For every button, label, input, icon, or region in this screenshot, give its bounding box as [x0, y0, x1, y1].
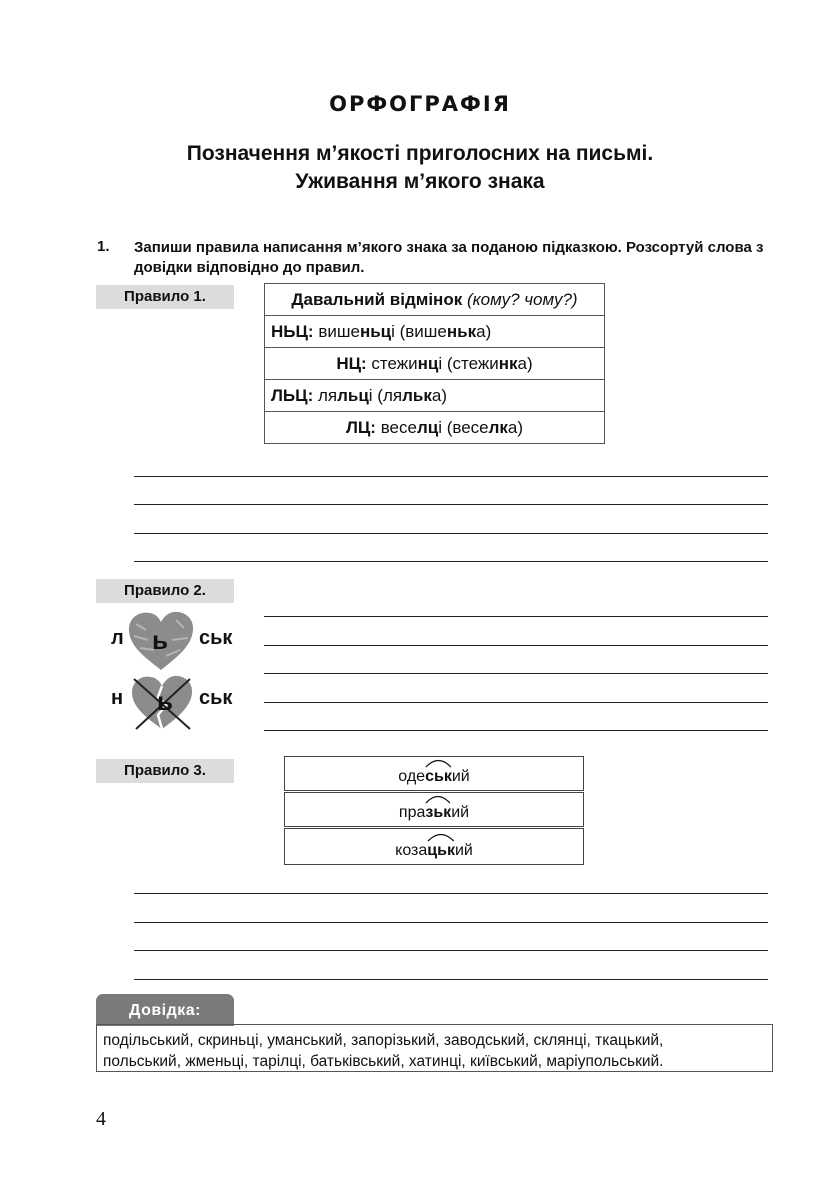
page-title-line1: Позначення м’якості приголосних на письмі.: [186, 142, 654, 165]
writing-line[interactable]: [264, 645, 768, 646]
writing-line[interactable]: [264, 702, 768, 703]
page-number: 4: [96, 1108, 106, 1130]
rule1-row-bold: льк: [402, 385, 432, 405]
rule3-label: Правило 3.: [96, 759, 234, 783]
rule1-header-question: (кому? чому?): [466, 289, 578, 309]
task-instruction: Запиши правила написання м’якого знака за поданою підказкою. Розсортуй слова з довідки відповідно до правил.: [134, 239, 764, 276]
rule3-word-box: [284, 756, 584, 791]
rule1-row-key: НЦ:: [336, 353, 367, 373]
word-suffix-bold: зьк: [425, 804, 452, 821]
arc-mark-icon: [427, 830, 455, 842]
word-part: пра: [398, 804, 426, 821]
writing-line[interactable]: [134, 979, 768, 980]
reference-line2: польський, жменьці, тарілці, батьківський, хатинці, київський, маріупольський.: [103, 1053, 664, 1070]
task-number: 1.: [97, 238, 110, 255]
rule1-row-text: више: [318, 321, 360, 341]
reference-tab: Довідка:: [96, 994, 234, 1026]
writing-line[interactable]: [134, 922, 768, 923]
rule1-row-bold: ньц: [359, 321, 392, 341]
rule1-row-text: стежи: [371, 353, 418, 373]
rule1-row-bold: лц: [416, 417, 439, 437]
rule1-row-bold: ньк: [446, 321, 477, 341]
rule1-row-bold: лк: [488, 417, 508, 437]
word-part: ий: [451, 768, 470, 785]
rule1-row-text: а): [431, 385, 447, 405]
table-row: [265, 316, 605, 348]
writing-line[interactable]: [134, 893, 768, 894]
rule1-row-text: і (стежи: [438, 353, 499, 373]
page-title-line2: Уживання м’якого знака: [295, 170, 545, 193]
rule1-row-text: ля: [317, 385, 338, 405]
soft-sign-letter-crossed: ь: [157, 686, 173, 716]
word-suffix-bold: ськ: [425, 768, 452, 785]
writing-line[interactable]: [264, 730, 768, 731]
writing-line[interactable]: [134, 476, 768, 477]
word-part: коза: [395, 842, 428, 859]
rule2-label: Правило 2.: [96, 579, 234, 603]
rule1-row-text: весе: [380, 417, 417, 437]
writing-line[interactable]: [134, 950, 768, 951]
arc-mark-icon: [425, 792, 451, 804]
word-part: ий: [451, 804, 470, 821]
table-row: [265, 348, 605, 380]
word-part: ий: [454, 842, 473, 859]
writing-line[interactable]: [264, 673, 768, 674]
rule1-row-bold: нц: [417, 353, 439, 373]
rule2-letter-right: ськ: [199, 627, 233, 649]
rule3-word-box: [284, 828, 584, 865]
section-title: ОРФОГРАФІЯ: [329, 92, 511, 116]
rule1-row-text: а): [517, 353, 533, 373]
table-row: [265, 412, 605, 444]
rule1-row-key: ЛЦ:: [345, 417, 376, 437]
rule1-row-key: НЬЦ:: [271, 321, 314, 341]
rule2-letter-right: ськ: [199, 687, 233, 709]
word-part: оде: [398, 768, 426, 785]
soft-sign-letter: ь: [152, 625, 168, 655]
writing-line[interactable]: [134, 504, 768, 505]
rule1-row-text: а): [476, 321, 492, 341]
rule1-row-text: і (више: [391, 321, 447, 341]
rule1-header-text: Давальний відмінок: [291, 289, 463, 309]
rule1-table: [264, 283, 605, 444]
arc-mark-icon: [425, 756, 452, 768]
rule1-label: Правило 1.: [96, 285, 234, 309]
writing-line[interactable]: [134, 561, 768, 562]
rule1-row-text: і (весе: [438, 417, 489, 437]
rule1-row-bold: льц: [337, 385, 369, 405]
rule1-row-bold: нк: [498, 353, 518, 373]
table-row: [265, 380, 605, 412]
rule2-letter-left: н: [111, 687, 124, 709]
rule1-row-text: і (ля: [368, 385, 403, 405]
reference-line1: подільський, скриньці, уманський, запорізький, заводський, склянці, ткацький,: [103, 1032, 664, 1049]
writing-line[interactable]: [264, 616, 768, 617]
rule3-word-box: [284, 792, 584, 827]
reference-box: [96, 1024, 773, 1072]
rule1-row-text: а): [507, 417, 524, 437]
rule1-table-header: [265, 284, 605, 316]
word-suffix-bold: цьк: [427, 842, 455, 859]
rule1-row-key: ЛЬЦ:: [271, 385, 314, 405]
rule2-letter-left: л: [111, 627, 124, 649]
writing-line[interactable]: [134, 533, 768, 534]
